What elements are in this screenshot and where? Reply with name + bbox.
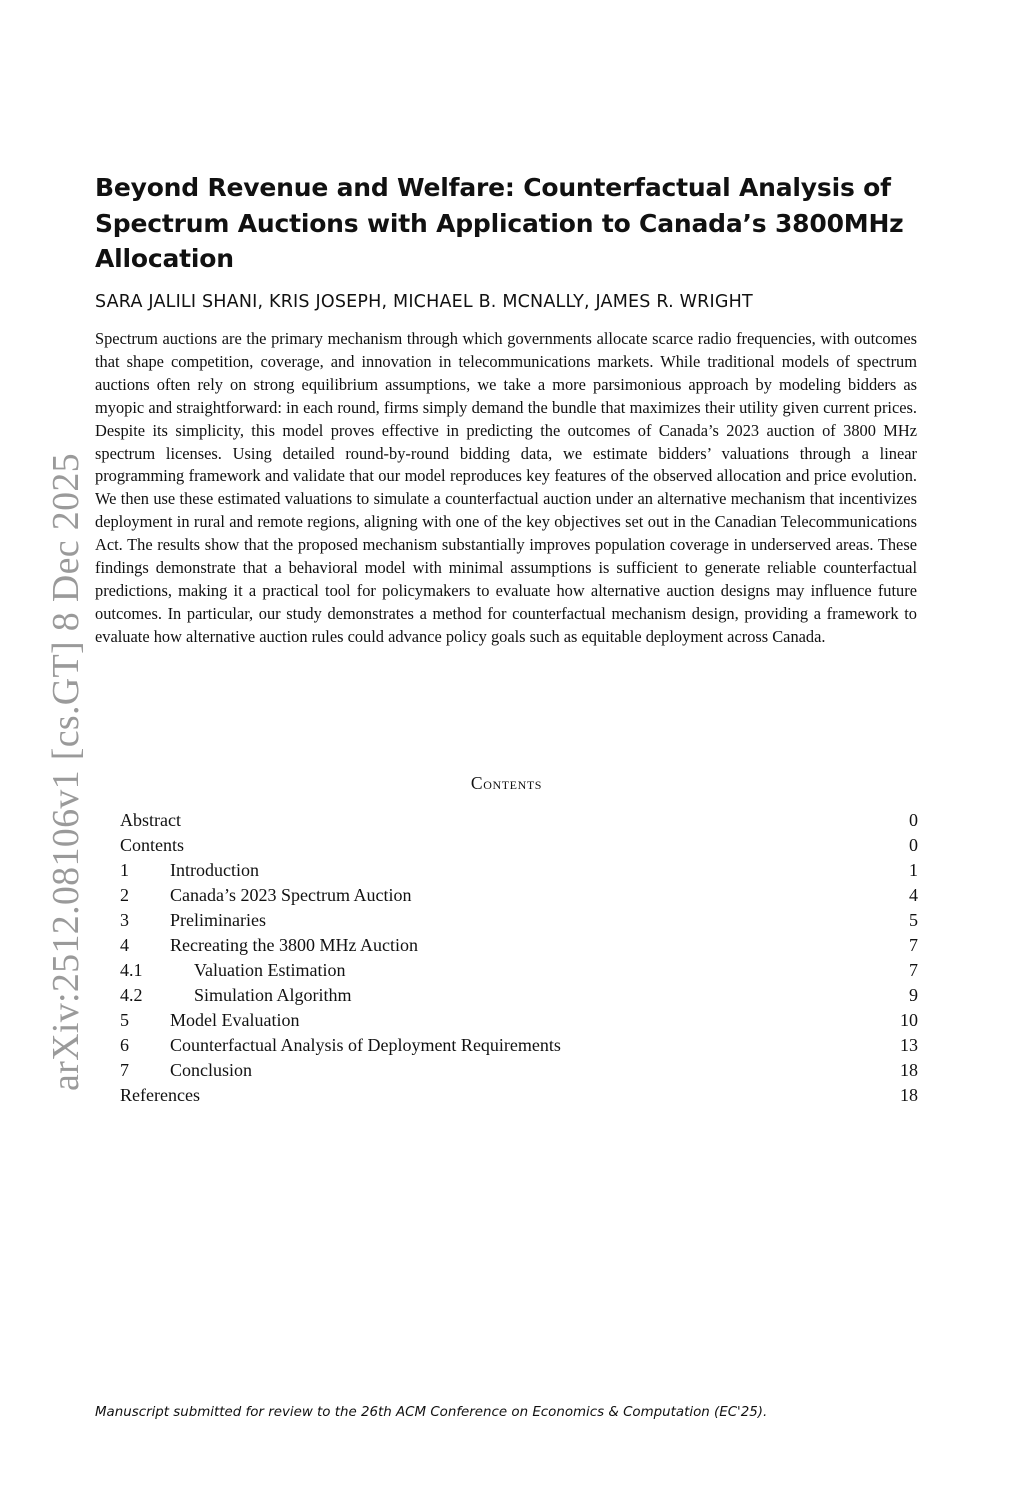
toc-entry-title: Conclusion [170, 1060, 253, 1080]
toc-entry[interactable] [120, 808, 918, 833]
toc-entry[interactable] [120, 1008, 918, 1033]
toc-entry-number: 7 [120, 1060, 129, 1080]
title-line: Allocation [95, 244, 234, 273]
toc-entry-title: Introduction [170, 860, 259, 880]
toc-entry-title: References [120, 1085, 200, 1105]
toc-entry-page: 4 [909, 885, 918, 905]
footer-submission-note: Manuscript submitted for review to the 26th ACM Conference on Economics & Computation (EC'25). [95, 1405, 768, 1420]
toc-entry-page: 13 [900, 1035, 918, 1055]
toc-entry-number: 4.1 [120, 960, 143, 980]
toc-entry-page: 18 [900, 1085, 918, 1105]
toc-entry-page: 1 [909, 860, 918, 880]
toc-entry-page: 0 [909, 835, 918, 855]
toc-entry-title: Recreating the 3800 MHz Auction [170, 935, 418, 955]
toc-entry-number: 4 [120, 935, 129, 955]
toc-entry-number: 4.2 [120, 985, 143, 1005]
toc-entry[interactable] [120, 933, 918, 958]
toc-entry[interactable] [120, 1058, 918, 1083]
toc-entry[interactable] [120, 883, 918, 908]
author-list: SARA JALILI SHANI, KRIS JOSEPH, MICHAEL B. MCNALLY, JAMES R. WRIGHT [95, 292, 753, 312]
toc-entry-title: Preliminaries [170, 910, 266, 930]
toc-entry[interactable] [120, 833, 918, 858]
toc-entry-title: Contents [120, 835, 185, 855]
toc-entry[interactable] [120, 858, 918, 883]
toc-entry-title: Valuation Estimation [194, 960, 346, 980]
toc-entry-title: Model Evaluation [170, 1010, 300, 1030]
toc-entry-page: 7 [909, 935, 918, 955]
toc-entry[interactable] [120, 958, 918, 983]
title-line: Beyond Revenue and Welfare: Counterfactual Analysis of [95, 173, 891, 202]
toc-entry-title: Simulation Algorithm [194, 985, 352, 1005]
paper-title [95, 170, 925, 277]
toc-entry-page: 10 [900, 1010, 918, 1030]
toc-entry-page: 18 [900, 1060, 918, 1080]
toc-entry-number: 1 [120, 860, 129, 880]
toc-entry-page: 9 [909, 985, 918, 1005]
toc-entry-page: 0 [909, 810, 918, 830]
toc-entry-page: 5 [909, 910, 918, 930]
toc-entry[interactable] [120, 1033, 918, 1058]
table-of-contents [120, 808, 918, 1108]
toc-entry-number: 3 [120, 910, 129, 930]
toc-entry-number: 2 [120, 885, 129, 905]
toc-entry-number: 6 [120, 1035, 129, 1055]
toc-entry-page: 7 [909, 960, 918, 980]
contents-heading: Contents [470, 773, 543, 793]
toc-entry[interactable] [120, 908, 918, 933]
arxiv-identifier-stamp: arXiv:2512.08106v1 [cs.GT] 8 Dec 2025 [45, 453, 87, 1091]
toc-entry[interactable] [120, 983, 918, 1008]
toc-entry-number: 5 [120, 1010, 129, 1030]
abstract-text: Spectrum auctions are the primary mechanism through which governments allocate scarce radio frequencies, with outcomes that shape competition, coverage, and innovation in telecommunications markets. While traditional models of spectrum auctions often rely on strong equilibrium assumptions, we take a more parsimonious approach by modeling bidders as myopic and straightforward: in each round, firms simply demand the bundle that maximizes their utility given current prices. Despite its simplicity, this model proves effective in predicting the outcomes of Canada’s 2023 auction of 3800 MHz spectrum licenses. Using detailed round-by-round bidding data, we estimate bidders’ valuations through a linear programming framework and validate that our model reproduces key features of the observed allocation and price evolution. We then use these estimated valuations to simulate a counterfactual auction under an alternative mechanism that incentivizes deployment in rural and remote regions, aligning with one of the key objectives set out in the Canadian Telecommunications Act. The results show that the proposed mechanism substantially improves population coverage in underserved areas. These findings demonstrate that a behavioral model with minimal assumptions is sufficient to generate reliable counterfactual predictions, making it a practical tool for policymakers to evaluate how alternative auction designs may influence future outcomes. In particular, our study demonstrates a method for counterfactual mechanism design, providing a framework to evaluate how alternative auction rules could advance policy goals such as equitable deployment across Canada. [95, 329, 917, 646]
toc-entry-title: Canada’s 2023 Spectrum Auction [170, 885, 412, 905]
toc-entry-title: Counterfactual Analysis of Deployment Requirements [170, 1035, 561, 1055]
title-line: Spectrum Auctions with Application to Canada’s 3800MHz [95, 208, 904, 238]
toc-entry[interactable] [120, 1083, 918, 1108]
toc-entry-title: Abstract [120, 810, 181, 830]
